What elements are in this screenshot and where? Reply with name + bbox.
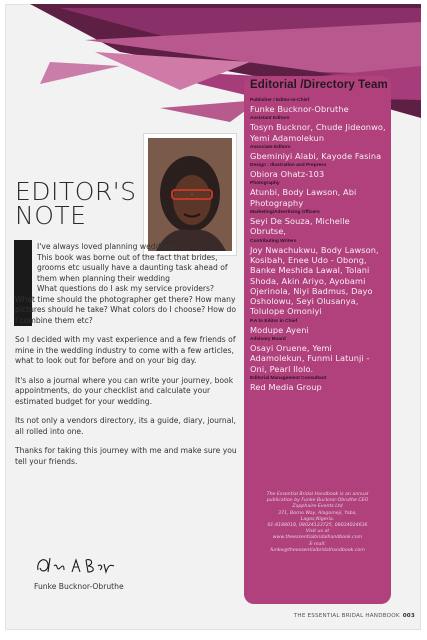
role-label: Design : Illustration and Prepress [250, 163, 327, 169]
page-number: 003 [402, 613, 415, 619]
publication-info [248, 492, 387, 554]
role-names: Modupe Ayeni [250, 324, 309, 335]
signature-text: Olufunke A. Obruthe [34, 552, 44, 553]
role-names: Obiora Ohatz-103 [250, 169, 325, 180]
role-names: Gbeminiyi Alabi, Kayode Fasina [250, 150, 382, 161]
role-label: P.A to Editor in Chief [250, 318, 298, 324]
publication-name: THE ESSENTIAL BRIDAL HANDBOOK [293, 613, 400, 619]
role-names: Red Media Group [250, 381, 322, 392]
paragraph-6: It's also a journal where you can write your journey, book appointments, do your checklist and calculate your estimated budget for your wedding. [15, 375, 234, 406]
paragraph-2: This book was borne out of the fact that brides, grooms etc usually have a daunting task ahead of them when planning their wedding [37, 252, 228, 283]
info-line: E-mail: [309, 541, 326, 547]
page-title [15, 177, 137, 230]
team-list [250, 96, 388, 392]
editor-note-body [15, 242, 237, 476]
info-line: publication by Funke Bucknor-Obruthe CEO [266, 498, 369, 504]
role-label: Assistant Editors [250, 116, 290, 122]
info-line: 01-8188018, 08024123725, 08034024636 [267, 523, 368, 529]
role-names: Funke Bucknor-Obruthe [250, 104, 349, 114]
role-label: Advisory Board [250, 337, 286, 343]
role-label: Editorial Management Consultant [250, 375, 327, 381]
role-names: Tosyn Bucknor, Chude Jideonwo, Yemi Adamolekun [250, 122, 386, 143]
role-label: Photography [250, 181, 280, 187]
role-names: Joy Nwachukwu, Body Lawson, Kosibah, Enee Udo - Obong, Banke Meshida Lawal, Tolani Shoda, Akin Ariyo, Ayobami Ojerinola, Niyi Badmus, Dayo Osholowu, Seyi Olusanya, Tolulope Omoniyi [250, 244, 379, 317]
email-link[interactable]: funke@theessentialbridalhandbook.com [270, 547, 365, 553]
signer-name: Funke Bucknor-Obruthe [34, 582, 124, 591]
role-label: Marketing/Advertising Officers [250, 210, 320, 216]
role-label: Associate Editors [250, 144, 291, 150]
paragraph-7: Its not only a vendors directory, its a guide, diary, journal, all rolled into one. [15, 416, 236, 436]
info-line: 371, Borno Way, Alagomeji, Yaba, [278, 510, 357, 516]
paragraph-3: What questions do I ask my service providers? [37, 284, 215, 293]
role-label: Contributing Writers [250, 238, 297, 244]
editor-photo [143, 133, 237, 256]
role-names: Seyi De Souza, Michelle Obrutse, [250, 216, 350, 237]
paragraph-5: So I decided with my vast experience and a few friends of mine in the wedding industry to come with a few articles, what to look out for before and on your big day. [15, 335, 236, 365]
title-line-2: NOTE [15, 201, 87, 230]
role-names: Osayi Oruene, Yemi Adamolekun, Funmi Latunji - Oni, Pearl Ilolo. [250, 343, 370, 374]
info-line: The Essential Bridal Handbook is an annual [266, 492, 369, 497]
title-line-1: EDITOR'S [15, 177, 137, 206]
portrait-image [148, 138, 232, 251]
info-line: Visit us at [305, 529, 330, 535]
team-panel-title: Editorial /Directory Team [250, 79, 388, 91]
role-names: Atunbi, Body Lawson, Abi Photography [250, 187, 357, 208]
paragraph-4: What time should the photographer get there? How many pictures should he take? What colors do I choose? How do I combine them etc? [15, 294, 237, 325]
info-line: Zapphaire Events Ltd [292, 504, 343, 510]
website-link[interactable]: www.theessentialbridalhandbook.com [272, 535, 363, 541]
info-line: Lagos,Nigeria. [300, 516, 335, 522]
role-label: Publisher / Editor-in-Chief [250, 98, 310, 103]
paragraph-1: I've always loved planning weddings! [37, 242, 180, 251]
paragraph-8: Thanks for taking this journey with me and make sure you tell your friends. [15, 446, 237, 466]
team-panel [244, 76, 391, 604]
signature-image [34, 552, 124, 578]
page-footer [294, 613, 415, 619]
